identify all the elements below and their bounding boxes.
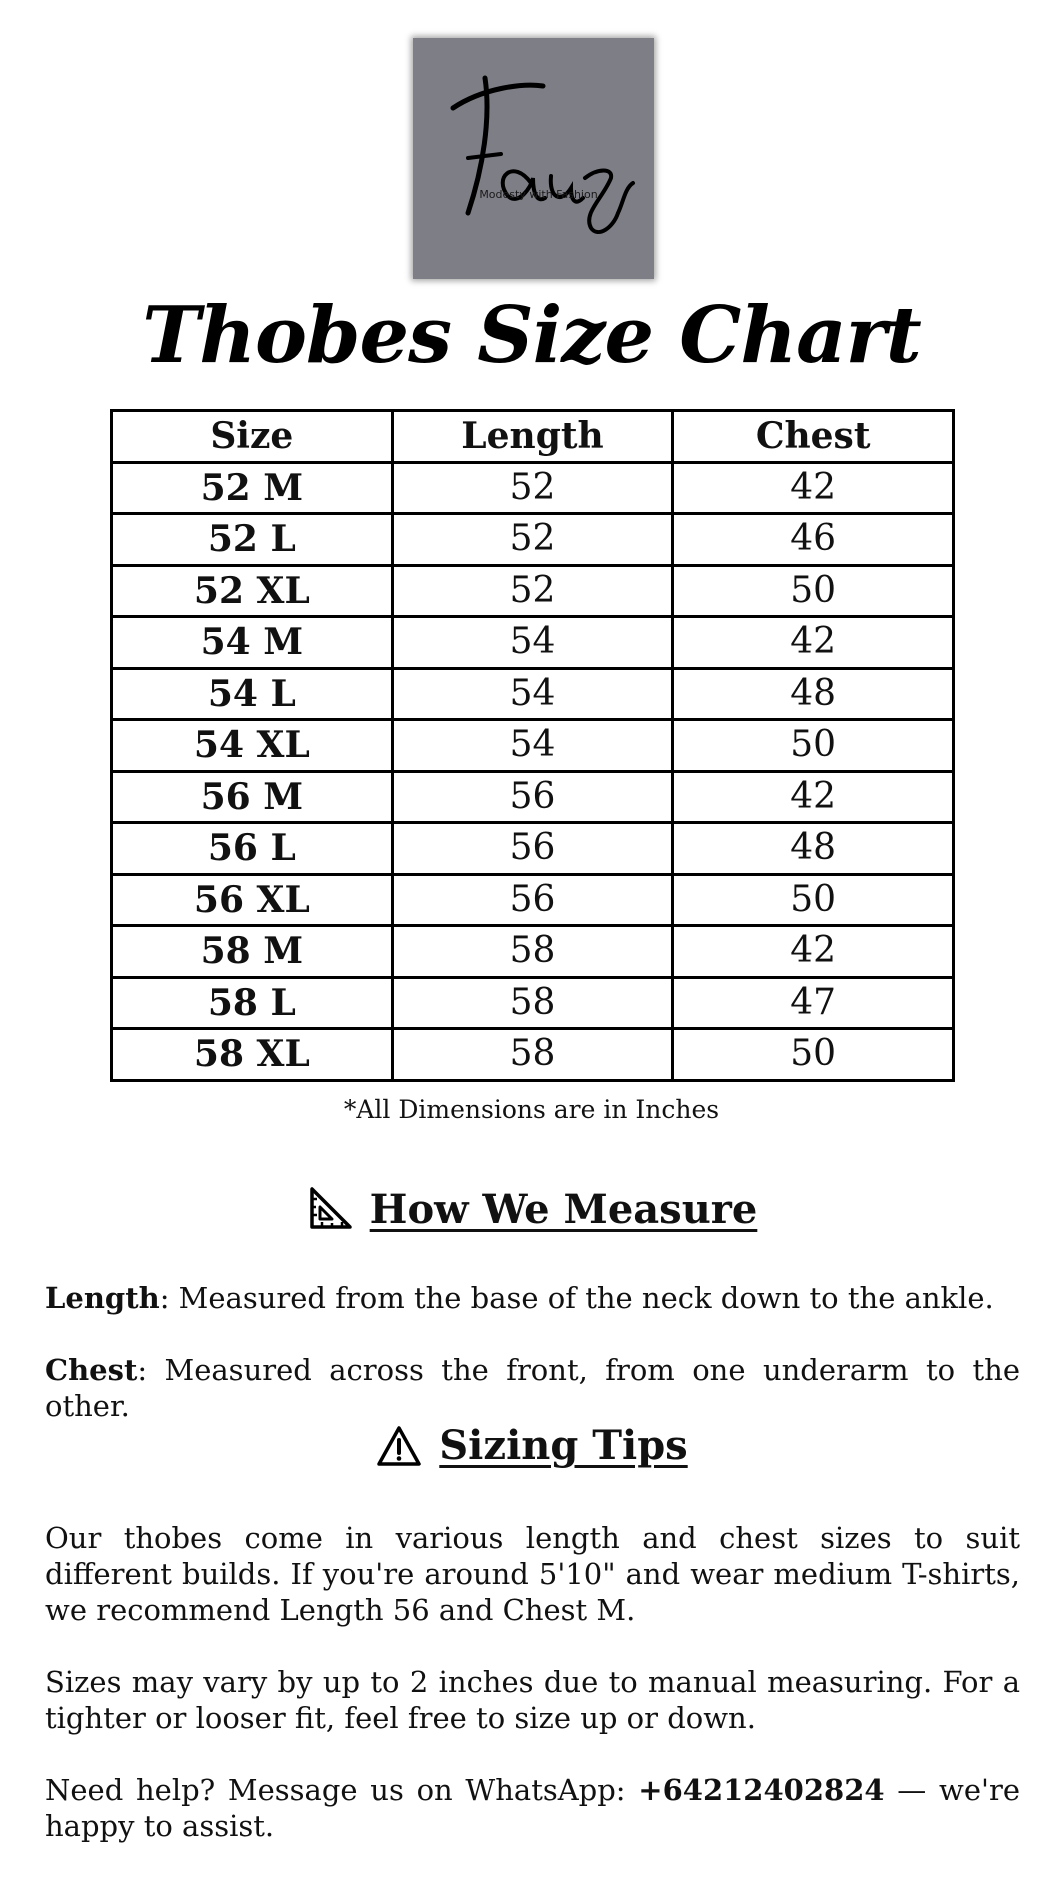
size-cell: 54 M: [112, 617, 393, 669]
length-cell: 56: [392, 771, 673, 823]
length-cell: 58: [392, 1029, 673, 1081]
length-cell: 54: [392, 617, 673, 669]
size-cell: 58 M: [112, 926, 393, 978]
table-row: [112, 617, 954, 669]
size-cell: 56 XL: [112, 874, 393, 926]
length-cell: 52: [392, 462, 673, 514]
size-chart-table: [110, 409, 955, 1082]
size-cell: 52 XL: [112, 565, 393, 617]
chest-cell: 48: [673, 823, 954, 875]
size-cell: 52 L: [112, 514, 393, 566]
contact-suffix: — we're happy to assist.: [45, 1773, 1020, 1843]
header-length: Length: [392, 411, 673, 463]
table-row: [112, 720, 954, 772]
warning-icon: [375, 1424, 423, 1468]
table-row: [112, 668, 954, 720]
size-cell: 54 L: [112, 668, 393, 720]
length-label: Length: [45, 1281, 160, 1315]
contact-prefix: Need help? Message us on WhatsApp:: [45, 1773, 639, 1807]
chest-cell: 50: [673, 565, 954, 617]
sizing-tips-heading: [0, 1422, 1063, 1469]
chest-cell: 46: [673, 514, 954, 566]
size-cell: 54 XL: [112, 720, 393, 772]
length-cell: 56: [392, 874, 673, 926]
brand-logo: [413, 38, 654, 279]
sizing-tips-title: Sizing Tips: [439, 1422, 688, 1469]
chest-text: : Measured across the front, from one underarm to the other.: [45, 1353, 1020, 1423]
chest-definition: [45, 1352, 1020, 1424]
length-definition: [45, 1280, 1020, 1316]
logo-tagline: Modesty with Fashion: [479, 188, 598, 201]
length-text: : Measured from the base of the neck down to the ankle.: [159, 1281, 994, 1315]
size-cell: 58 XL: [112, 1029, 393, 1081]
size-cell: 52 M: [112, 462, 393, 514]
table-row: [112, 823, 954, 875]
size-cell: 56 M: [112, 771, 393, 823]
chest-cell: 50: [673, 874, 954, 926]
table-header-row: [112, 411, 954, 463]
chest-cell: 48: [673, 668, 954, 720]
chest-cell: 50: [673, 720, 954, 772]
dimensions-note: *All Dimensions are in Inches: [343, 1095, 720, 1124]
length-cell: 58: [392, 926, 673, 978]
table-row: [112, 514, 954, 566]
table-row: [112, 874, 954, 926]
size-cell: 58 L: [112, 977, 393, 1029]
table-row: [112, 565, 954, 617]
how-we-measure-heading: [0, 1185, 1063, 1233]
sizing-tip-recommendation: Our thobes come in various length and chest sizes to suit different builds. If you're around 5'10" and wear medium T-shirts, we recommend Length 56 and Chest M.: [45, 1521, 1020, 1627]
logo-script-mark: [413, 38, 654, 279]
table-row: [112, 771, 954, 823]
sizing-tip-contact: [45, 1772, 1020, 1844]
table-row: [112, 462, 954, 514]
length-cell: 52: [392, 565, 673, 617]
sizing-tip-variance: Sizes may vary by up to 2 inches due to manual measuring. For a tighter or looser fit, feel free to size up or down.: [45, 1665, 1020, 1735]
table-row: [112, 977, 954, 1029]
header-size: Size: [112, 411, 393, 463]
length-cell: 52: [392, 514, 673, 566]
chest-cell: 47: [673, 977, 954, 1029]
page-title: Thobes Size Chart: [142, 290, 921, 381]
size-cell: 56 L: [112, 823, 393, 875]
whatsapp-phone-number[interactable]: +64212402824: [638, 1773, 885, 1807]
length-cell: 54: [392, 668, 673, 720]
how-we-measure-title: How We Measure: [369, 1185, 758, 1233]
ruler-triangle-icon: [306, 1185, 354, 1233]
chest-cell: 42: [673, 771, 954, 823]
length-cell: 54: [392, 720, 673, 772]
table-row: [112, 926, 954, 978]
length-cell: 58: [392, 977, 673, 1029]
length-cell: 56: [392, 823, 673, 875]
chest-cell: 42: [673, 926, 954, 978]
chest-label: Chest: [45, 1353, 138, 1387]
chest-cell: 50: [673, 1029, 954, 1081]
chest-cell: 42: [673, 462, 954, 514]
header-chest: Chest: [673, 411, 954, 463]
table-row: [112, 1029, 954, 1081]
chest-cell: 42: [673, 617, 954, 669]
